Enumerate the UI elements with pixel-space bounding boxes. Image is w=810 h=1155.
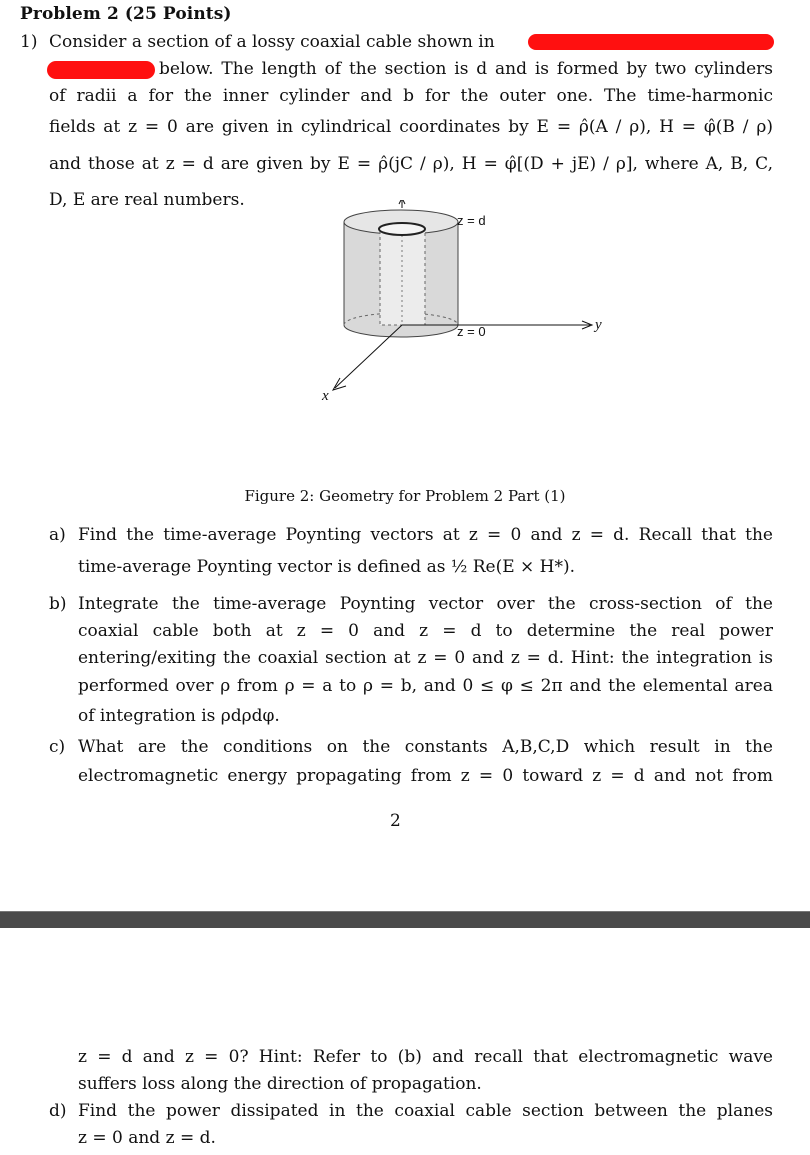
part-b-line-2: coaxial cable both at z = 0 and z = d to determine the real power xyxy=(78,621,773,641)
intro-line-5: and those at z = d are given by E = ρ̂(jC / ρ), H = φ̂[(D + jE) / ρ], where A, B, C, xyxy=(49,154,773,174)
intro-line-3: of radii a for the inner cylinder and b for the outer one. The time-harmonic xyxy=(49,86,773,106)
part-a-label: a) xyxy=(49,525,66,545)
intro-line-4: fields at z = 0 are given in cylindrical coordinates by E = ρ̂(A / ρ), H = φ̂(B / ρ) xyxy=(49,117,773,137)
part-d-label: d) xyxy=(49,1101,67,1121)
part-c-label: c) xyxy=(49,737,66,757)
intro-number: 1) xyxy=(20,32,38,52)
redaction-mark-1 xyxy=(528,34,774,50)
coaxial-cable-figure xyxy=(300,200,620,410)
part-b-line-1: Integrate the time-average Poynting vector over the cross-section of the xyxy=(78,594,773,614)
label-x-axis: x xyxy=(322,388,329,404)
redaction-mark-2 xyxy=(47,61,155,79)
intro-line-6: D, E are real numbers. xyxy=(49,190,245,210)
part-c-line-2: electromagnetic energy propagating from z = 0 toward z = d and not from xyxy=(78,766,773,786)
figure-caption: Figure 2: Geometry for Problem 2 Part (1) xyxy=(244,487,566,505)
intro-line-2: below. The length of the section is d and is formed by two cylinders xyxy=(159,59,773,79)
part-b-line-3: entering/exiting the coaxial section at z = 0 and z = d. Hint: the integration is xyxy=(78,648,773,668)
intro-line-1: Consider a section of a lossy coaxial cable shown in xyxy=(49,32,495,52)
page-number: 2 xyxy=(390,811,401,831)
part-c-line-4: suffers loss along the direction of propagation. xyxy=(78,1074,482,1094)
label-y-axis: y xyxy=(595,317,602,333)
label-z-d: z = d xyxy=(457,213,486,228)
part-b-line-4: performed over ρ from ρ = a to ρ = b, and 0 ≤ φ ≤ 2π and the elemental area xyxy=(78,676,773,696)
problem-title: Problem 2 (25 Points) xyxy=(20,4,232,24)
part-c-line-1: What are the conditions on the constants A,B,C,D which result in the xyxy=(78,737,773,757)
part-d-line-2: z = 0 and z = d. xyxy=(78,1128,216,1148)
label-z-0: z = 0 xyxy=(457,324,486,339)
part-c-line-3: z = d and z = 0? Hint: Refer to (b) and recall that electromagnetic wave xyxy=(78,1047,773,1067)
inner-cylinder-top xyxy=(379,223,425,235)
part-b-label: b) xyxy=(49,594,67,614)
page-divider xyxy=(0,911,810,928)
part-b-line-5: of integration is ρdρdφ. xyxy=(78,706,280,726)
part-d-line-1: Find the power dissipated in the coaxial cable section between the planes xyxy=(78,1101,773,1121)
part-a-line-1: Find the time-average Poynting vectors at z = 0 and z = d. Recall that the xyxy=(78,525,773,545)
part-a-line-2: time-average Poynting vector is defined as ½ Re(E × H*). xyxy=(78,557,576,577)
